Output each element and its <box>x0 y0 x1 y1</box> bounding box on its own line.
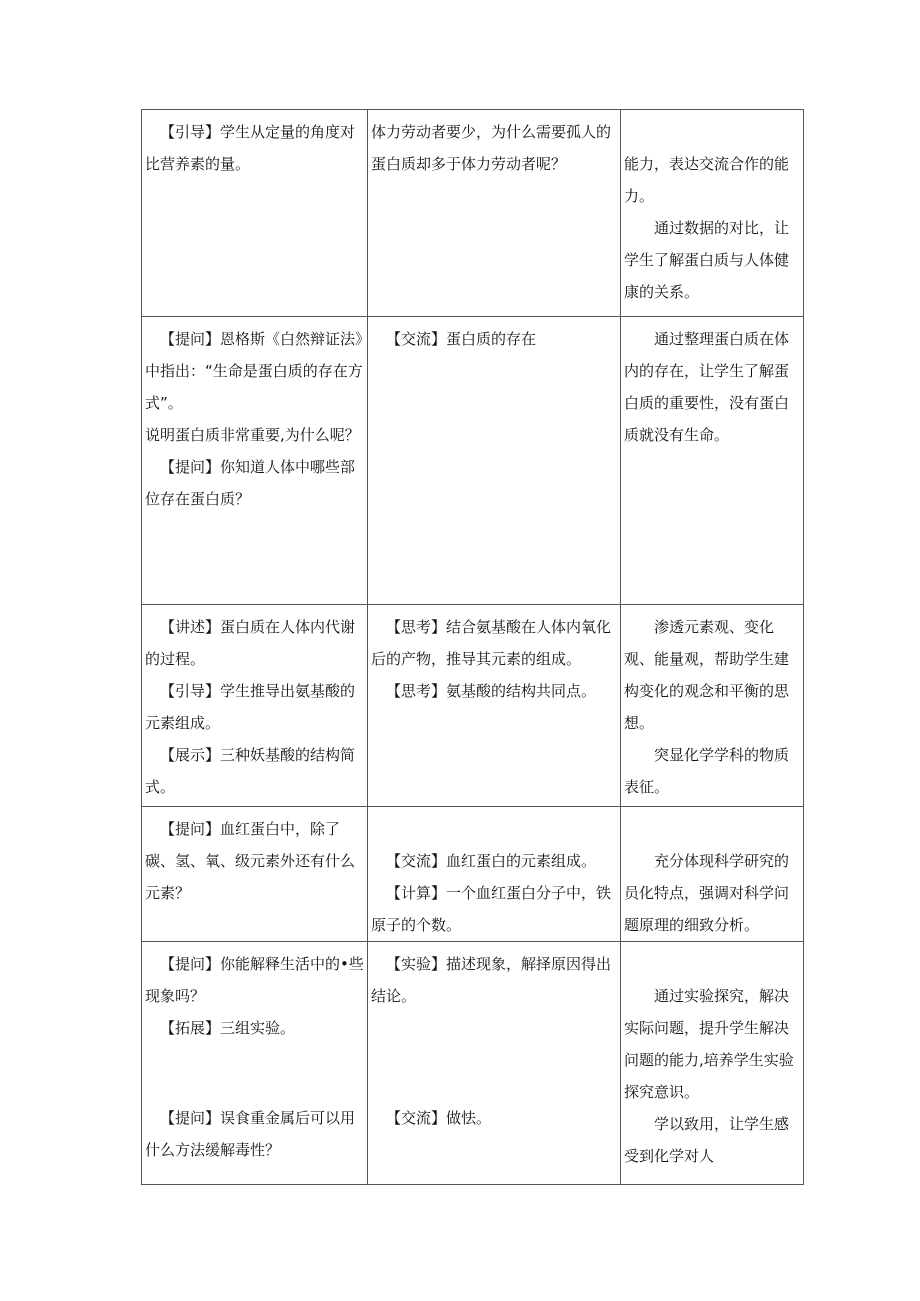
teacher-activity-cell <box>142 110 368 317</box>
cell-text: 【讲述】蛋白质在人体内代谢的过程。 <box>145 618 356 668</box>
teacher-activity-cell <box>142 317 368 605</box>
table-row <box>142 942 804 1185</box>
cell-text: 【提问】误食重金属后可以用什么方法缓解毒性？ <box>145 1109 356 1159</box>
teacher-activity-cell <box>142 605 368 807</box>
design-intent-cell <box>621 605 804 807</box>
cell-text: 【交流】血红蛋白的元素组成。 <box>386 852 597 870</box>
table-row <box>142 110 804 317</box>
cell-text: 【交流】蛋白质的存在 <box>386 330 537 348</box>
teacher-activity-cell <box>142 807 368 942</box>
cell-text: 学以致用，让学生感受到化学对人 <box>624 1115 790 1165</box>
cell-text: 突显化学学科的物质表征。 <box>624 746 790 796</box>
design-intent-cell <box>621 942 804 1185</box>
cell-text: 【引导】学生从定量的角度对比营养素的量。 <box>145 123 356 173</box>
design-intent-cell <box>621 807 804 942</box>
design-intent-cell <box>621 110 804 317</box>
cell-text: 【展示】三种妖基酸的结构简式。 <box>145 746 356 796</box>
cell-text: 【计算】一个血红蛋白分子中，铁原子的个数。 <box>371 884 612 934</box>
cell-text: 充分体现科学研究的员化特点，强调对科学问题原理的细致分析。 <box>624 852 790 934</box>
cell-text: 【提问】你能解释生活中的•些现象吗？ <box>145 955 364 1005</box>
cell-text: 说明蛋白质非常重要,为什么呢？ <box>145 426 360 444</box>
cell-text: 渗透元素观、变化观、能量观，帮助学生建构变化的观念和平衡的思想。 <box>624 618 790 732</box>
cell-text: 【引导】学生推导出氨基酸的元素组成。 <box>145 682 356 732</box>
cell-text: 【提问】血红蛋白中，除了碳、氢、氧、级元素外还有什么元素？ <box>145 820 356 902</box>
cell-text: 【思考】结合氨基酸在人体内氧化后的产物，推导其元素的组成。 <box>371 618 612 668</box>
cell-text: 通过整理蛋白质在体内的存在，让学生了解蛋白质的重要性，没有蛋白质就没有生命。 <box>624 330 790 444</box>
table-row <box>142 807 804 942</box>
cell-text: 【交流】做怯。 <box>386 1109 492 1127</box>
student-activity-cell <box>368 110 621 317</box>
cell-text: 通过实验探究，解决实际问题，提升学生解决问题的能力,培养学生实验探究意识。 <box>624 987 794 1101</box>
cell-text: 【提问】恩格斯《白然辩证法》中指出：“生命是蛋白质的存在方式”。 <box>145 330 363 412</box>
student-activity-cell <box>368 317 621 605</box>
student-activity-cell <box>368 605 621 807</box>
teacher-activity-cell <box>142 942 368 1185</box>
cell-text: 【实验】描述现象，解择原因得出结论。 <box>371 955 612 1005</box>
cell-text: 【拓展】三组实验。 <box>160 1019 296 1037</box>
table-row <box>142 317 804 605</box>
table-row <box>142 605 804 807</box>
cell-text: 【思考】氨基酸的结构共同点。 <box>386 682 597 700</box>
cell-text: 通过数据的对比，让学生了解蛋白质与人体健康的关系。 <box>624 219 790 301</box>
student-activity-cell <box>368 807 621 942</box>
student-activity-cell <box>368 942 621 1185</box>
cell-text: 体力劳动者要少，为什么需要孤人的蛋白质却多于体力劳动者呢？ <box>371 123 612 173</box>
lesson-plan-table <box>141 109 804 1185</box>
cell-text: 【提问】你知道人体中哪些部位存在蛋白质？ <box>145 458 356 508</box>
cell-text: 能力，表达交流合作的能力。 <box>624 155 790 205</box>
design-intent-cell <box>621 317 804 605</box>
